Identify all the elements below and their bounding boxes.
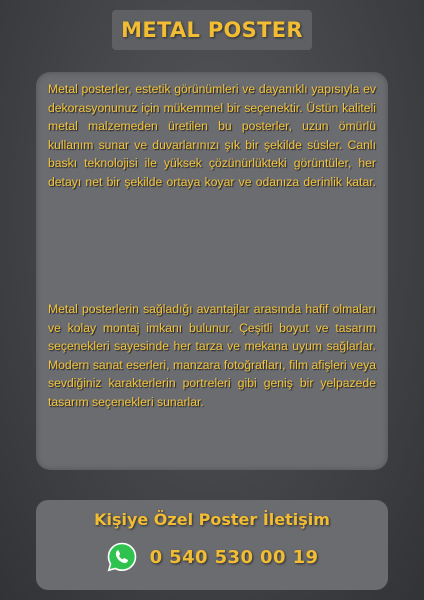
description-panel <box>36 72 388 470</box>
description-paragraph-1: Metal posterler, estetik görünümleri ve dayanıklı yapısıyla ev dekorasyonunuz için mükemmel bir seçenektir. Üstün kaliteli metal malzemeden üretilen bu posterler, uzun ömürlü kullanım sunar ve duvarlarınızı şık bir şekilde süsler. Canlı baskı teknolojisi ile yüksek çözünürlükteki görüntüler, her detayı net bir şekilde ortaya koyar ve odanıza derinlik katar. <box>48 82 376 189</box>
title-banner <box>112 10 312 50</box>
contact-title: Kişiye Özel Poster İletişim <box>94 510 330 529</box>
phone-number[interactable]: 0 540 530 00 19 <box>149 546 319 568</box>
page-title: METAL POSTER <box>121 18 303 42</box>
contact-panel <box>36 500 388 590</box>
phone-row[interactable] <box>36 540 388 574</box>
description-paragraph-2: Metal posterlerin sağladığı avantajlar arasında hafif olmaları ve kolay montaj imkanı bulunur. Çeşitli boyut ve tasarım seçenekleri sayesinde her tarza ve mekana uyum sağlarlar. Modern sanat eserleri, manzara fotoğrafları, film afişleri veya sevdiğiniz karakterlerin portreleri gibi geniş bir yelpazede tasarım seçenekleri sunarlar. <box>48 302 376 409</box>
whatsapp-icon <box>106 541 138 573</box>
